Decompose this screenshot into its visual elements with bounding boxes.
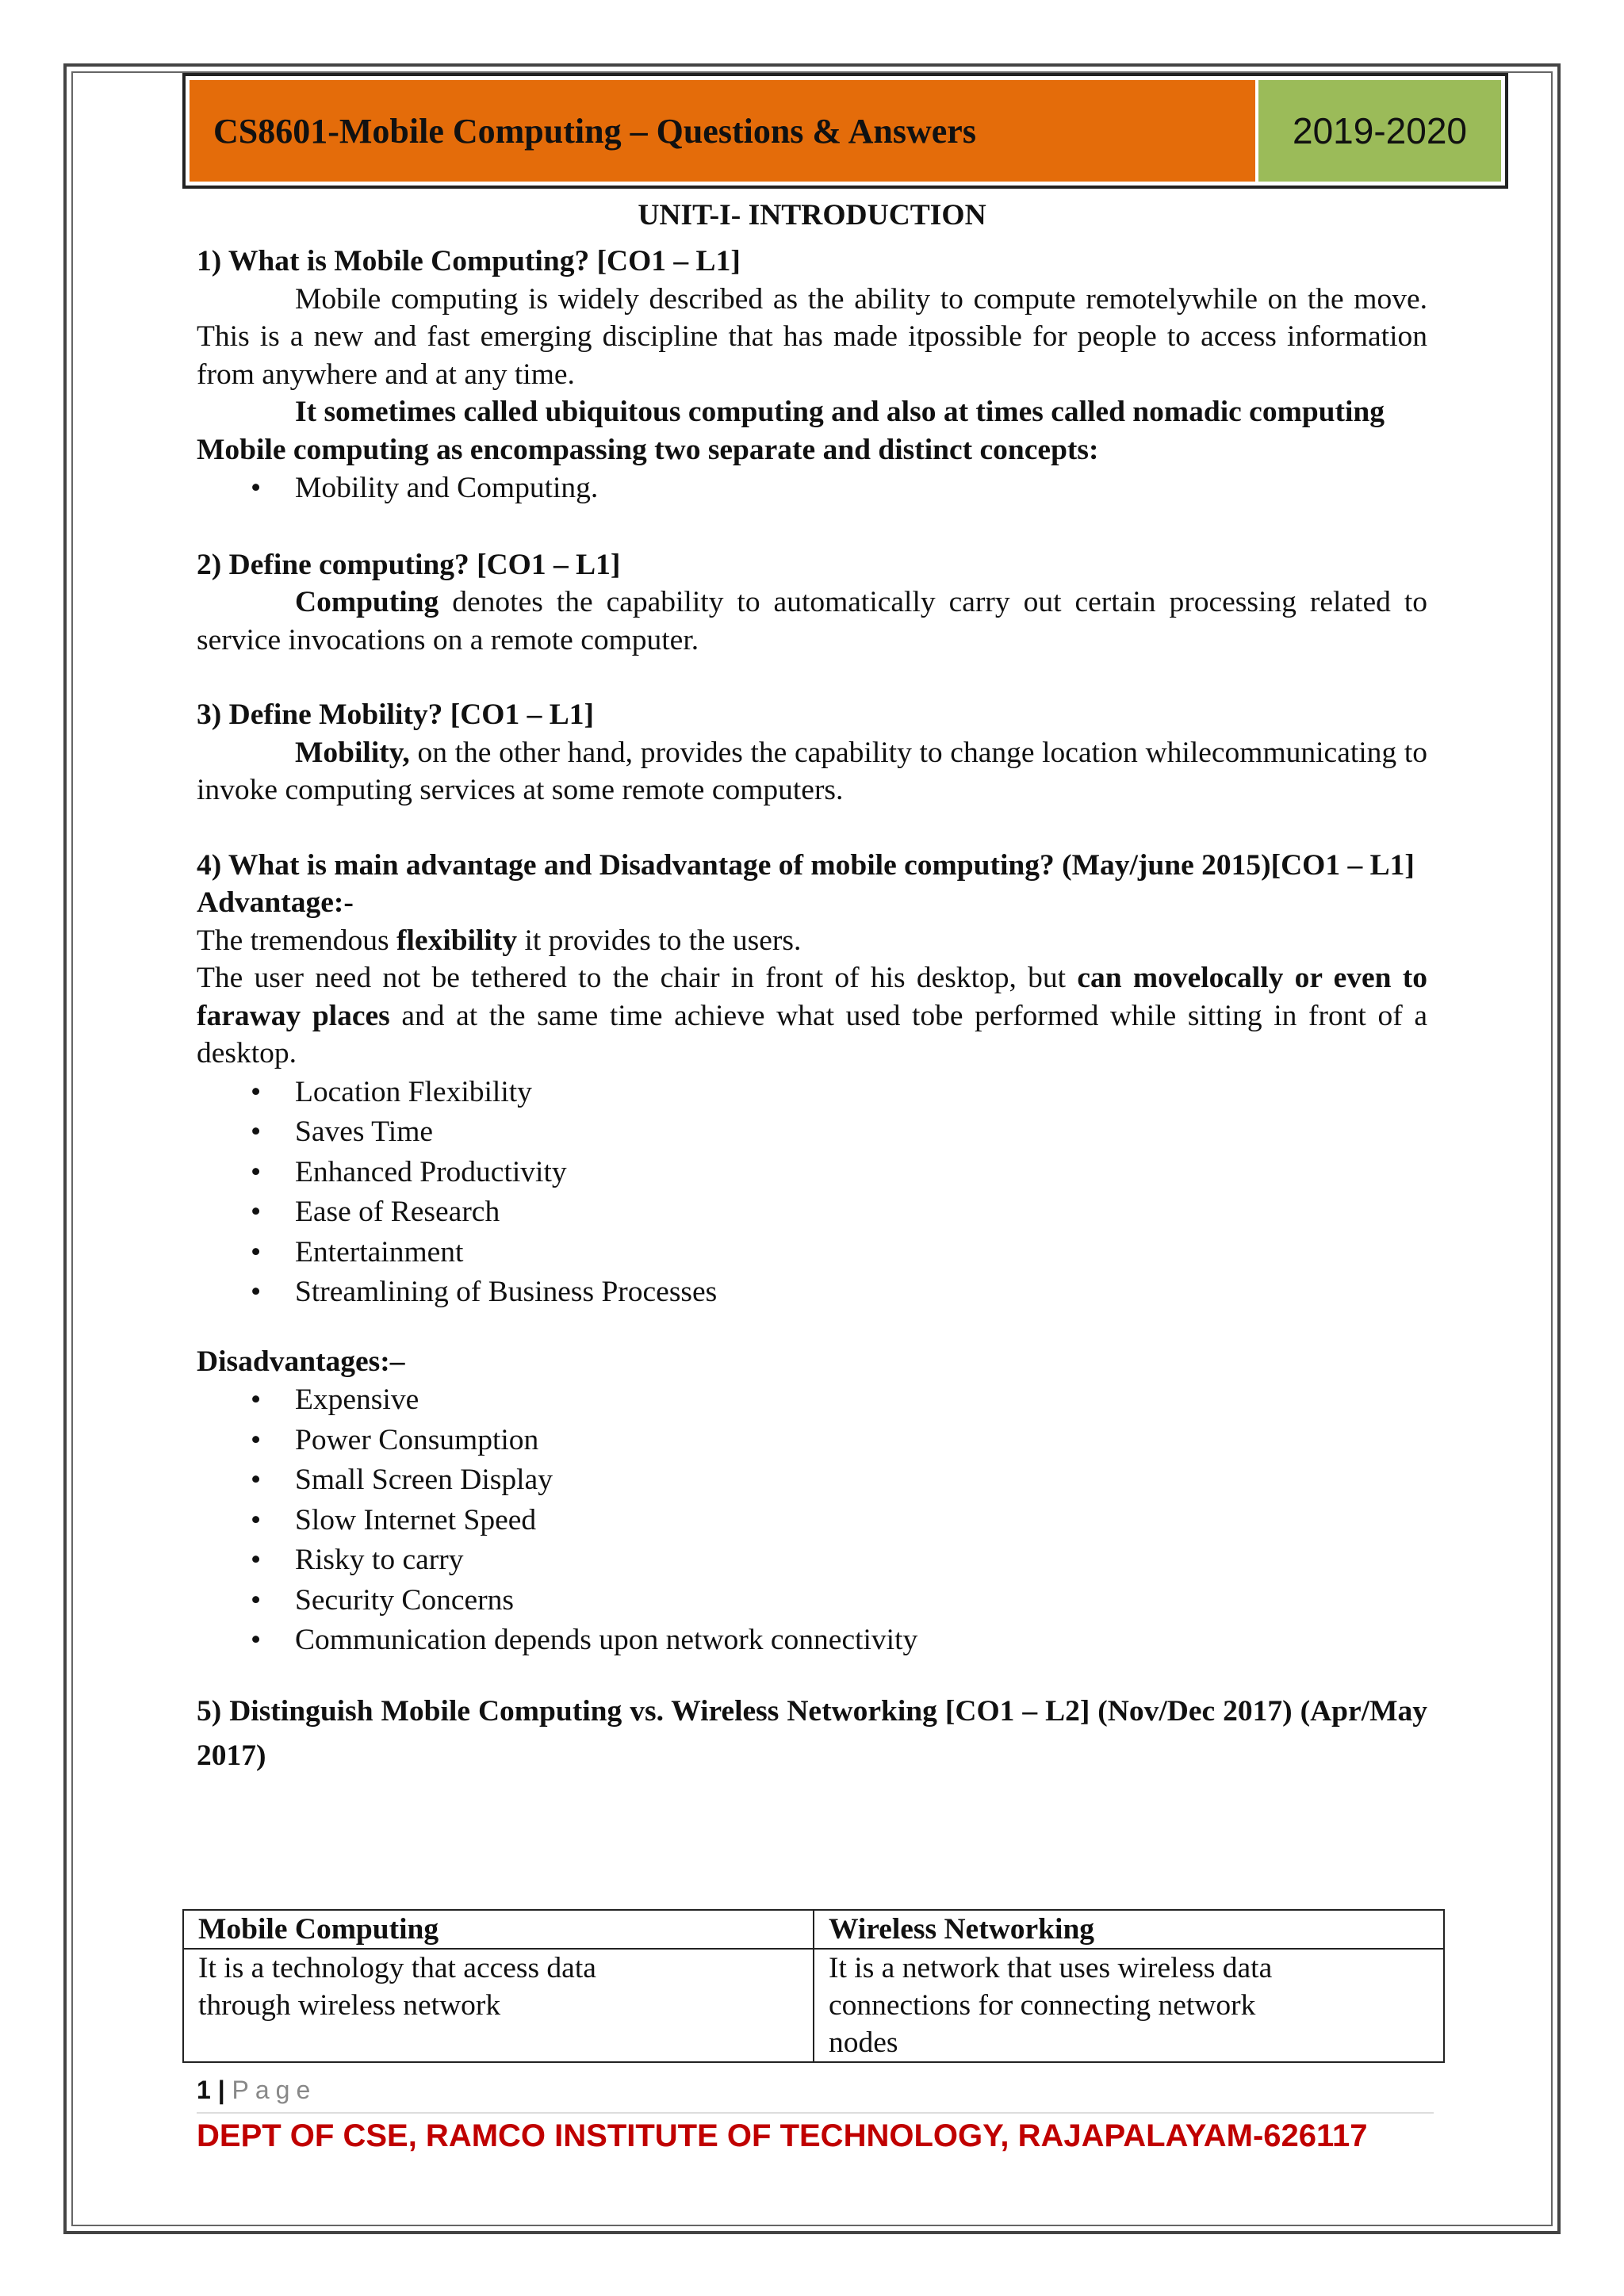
advantage-heading: Advantage:- bbox=[197, 886, 354, 919]
list-item: • Mobility and Computing. bbox=[197, 469, 1427, 509]
question-5: 5) Distinguish Mobile Computing vs. Wireless Networking [CO1 – L2] (Nov/Dec 2017) (Apr/May 2017) bbox=[197, 1694, 1427, 1772]
list-item: • Communication depends upon network connectivity bbox=[197, 1621, 1427, 1661]
bullet-icon: • bbox=[251, 1583, 262, 1617]
question-3: 3) Define Mobility? [CO1 – L1] bbox=[197, 698, 594, 731]
header-year: 2019-2020 bbox=[1258, 80, 1501, 182]
answer-3: Mobility, on the other hand, provides the capability to change location whilecommunicating to invoke computing services at some remote computers. bbox=[197, 736, 1427, 806]
unit-heading: UNIT-I- INTRODUCTION bbox=[638, 199, 986, 232]
question-2: 2) Define computing? [CO1 – L1] bbox=[197, 548, 621, 581]
table-header: Mobile Computing bbox=[183, 1910, 814, 1949]
list-item: • Enhanced Productivity bbox=[197, 1153, 1427, 1193]
answer-1-note: It sometimes called ubiquitous computing and also at times called nomadic computing bbox=[295, 396, 1385, 428]
answer-2: Computing denotes the capability to automatically carry out certain processing related to service invocations on a remote computer. bbox=[197, 586, 1427, 656]
advantage-line-1: The tremendous flexibility it provides to the users. bbox=[197, 924, 802, 957]
answer-1: Mobile computing is widely described as the ability to compute remotelywhile on the move. This is a new and fast emerging discipline that has made itpossible for people to access information from anywhere and at any time. bbox=[197, 282, 1427, 391]
bullet-icon: • bbox=[251, 1115, 262, 1148]
table-row bbox=[183, 1949, 1444, 2062]
question-4: 4) What is main advantage and Disadvantage of mobile computing? (May/june 2015)[CO1 – L1] bbox=[197, 848, 1415, 882]
table-header-row bbox=[183, 1910, 1444, 1949]
comparison-table bbox=[182, 1909, 1445, 2063]
list-item: • Expensive bbox=[197, 1380, 1427, 1421]
table-cell: It is a technology that access data through wireless network bbox=[183, 1949, 814, 2062]
bullet-icon: • bbox=[251, 1075, 262, 1108]
list-item: • Saves Time bbox=[197, 1112, 1427, 1153]
list-item: • Location Flexibility bbox=[197, 1073, 1427, 1113]
disadvantage-heading: Disadvantages:– bbox=[197, 1345, 405, 1378]
bullet-icon: • bbox=[251, 1544, 262, 1576]
document-body bbox=[197, 190, 1427, 1778]
list-item: • Risky to carry bbox=[197, 1540, 1427, 1581]
bullet-icon: • bbox=[251, 1503, 262, 1536]
concepts-list bbox=[197, 469, 1427, 509]
page-number: 1 | Page bbox=[197, 2076, 317, 2104]
table-header: Wireless Networking bbox=[814, 1910, 1444, 1949]
bullet-icon: • bbox=[251, 1383, 262, 1416]
list-item: • Ease of Research bbox=[197, 1192, 1427, 1233]
bullet-icon: • bbox=[251, 1423, 262, 1456]
answer-3-term: Mobility, bbox=[295, 736, 410, 769]
bullet-icon: • bbox=[251, 1624, 262, 1656]
bullet-icon: • bbox=[251, 1155, 262, 1188]
list-item: • Power Consumption bbox=[197, 1421, 1427, 1461]
list-item: • Streamlining of Business Processes bbox=[197, 1272, 1427, 1313]
list-item: • Entertainment bbox=[197, 1233, 1427, 1273]
header-title: CS8601-Mobile Computing – Questions & Answers bbox=[190, 80, 1255, 182]
list-item: • Slow Internet Speed bbox=[197, 1501, 1427, 1541]
document-header bbox=[182, 73, 1508, 189]
list-item: • Small Screen Display bbox=[197, 1460, 1427, 1501]
bullet-icon: • bbox=[251, 1276, 262, 1308]
concepts-heading: Mobile computing as encompassing two separate and distinct concepts: bbox=[197, 433, 1099, 466]
list-item: • Security Concerns bbox=[197, 1581, 1427, 1621]
bullet-icon: • bbox=[251, 1464, 262, 1496]
table-cell: It is a network that uses wireless data connections for connecting network nodes bbox=[814, 1949, 1444, 2062]
answer-2-term: Computing bbox=[295, 586, 439, 618]
bullet-icon: • bbox=[251, 1196, 262, 1228]
disadvantages-list bbox=[197, 1380, 1427, 1661]
advantage-line-2: The user need not be tethered to the chair in front of his desktop, but can movelocally or even to faraway places and at the same time achieve what used tobe performed while sitting in front of a desktop. bbox=[197, 962, 1428, 1070]
bullet-icon: • bbox=[251, 1235, 262, 1269]
bullet-icon: • bbox=[251, 472, 262, 504]
question-1: 1) What is Mobile Computing? [CO1 – L1] bbox=[197, 245, 741, 277]
footer-department: DEPT OF CSE, RAMCO INSTITUTE OF TECHNOLOGY, RAJAPALAYAM-626117 bbox=[197, 2118, 1368, 2153]
footer-divider bbox=[197, 2112, 1434, 2114]
advantages-list bbox=[197, 1073, 1427, 1313]
